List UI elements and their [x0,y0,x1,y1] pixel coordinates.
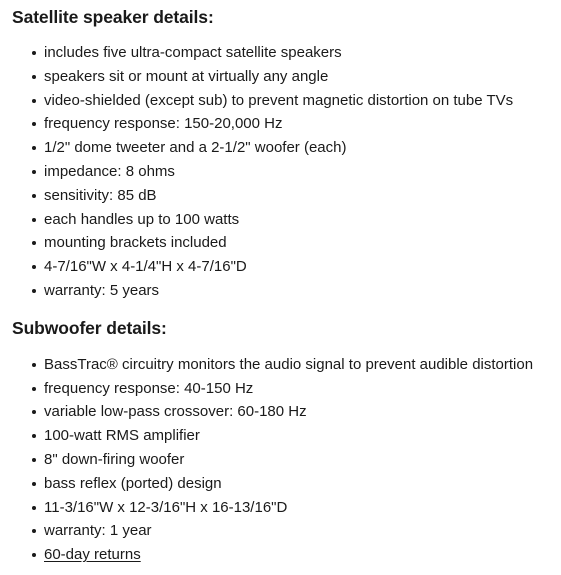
list-item: mounting brackets included [32,231,561,255]
returns-link[interactable]: 60-day returns [44,546,141,564]
list-item: includes five ultra-compact satellite speakers [32,41,561,65]
list-item: video-shielded (except sub) to prevent magnetic distortion on tube TVs [32,89,561,113]
list-item: variable low-pass crossover: 60-180 Hz [32,400,561,424]
list-item: speakers sit or mount at virtually any angle [32,65,561,89]
list-item: warranty: 5 years [32,279,561,303]
list-item: sensitivity: 85 dB [32,184,561,208]
list-item: 1/2" dome tweeter and a 2-1/2" woofer (each) [32,136,561,160]
list-item: impedance: 8 ohms [32,160,561,184]
list-item-returns [32,543,561,567]
list-item: 4-7/16"W x 4-1/4"H x 4-7/16"D [32,255,561,279]
list-item: BassTrac® circuitry monitors the audio signal to prevent audible distortion [32,353,561,377]
subwoofer-heading: Subwoofer details: [12,317,167,338]
list-item: bass reflex (ported) design [32,472,561,496]
list-item: 11-3/16"W x 12-3/16"H x 16-13/16"D [32,496,561,520]
satellite-heading: Satellite speaker details: [12,7,214,27]
list-item: warranty: 1 year [32,519,561,543]
subwoofer-details-list [12,353,561,567]
list-item: frequency response: 40-150 Hz [32,377,561,401]
list-item: each handles up to 100 watts [32,208,561,232]
list-item: frequency response: 150-20,000 Hz [32,112,561,136]
list-item: 100-watt RMS amplifier [32,424,561,448]
list-item: 8" down-firing woofer [32,448,561,472]
satellite-details-list [12,41,561,303]
